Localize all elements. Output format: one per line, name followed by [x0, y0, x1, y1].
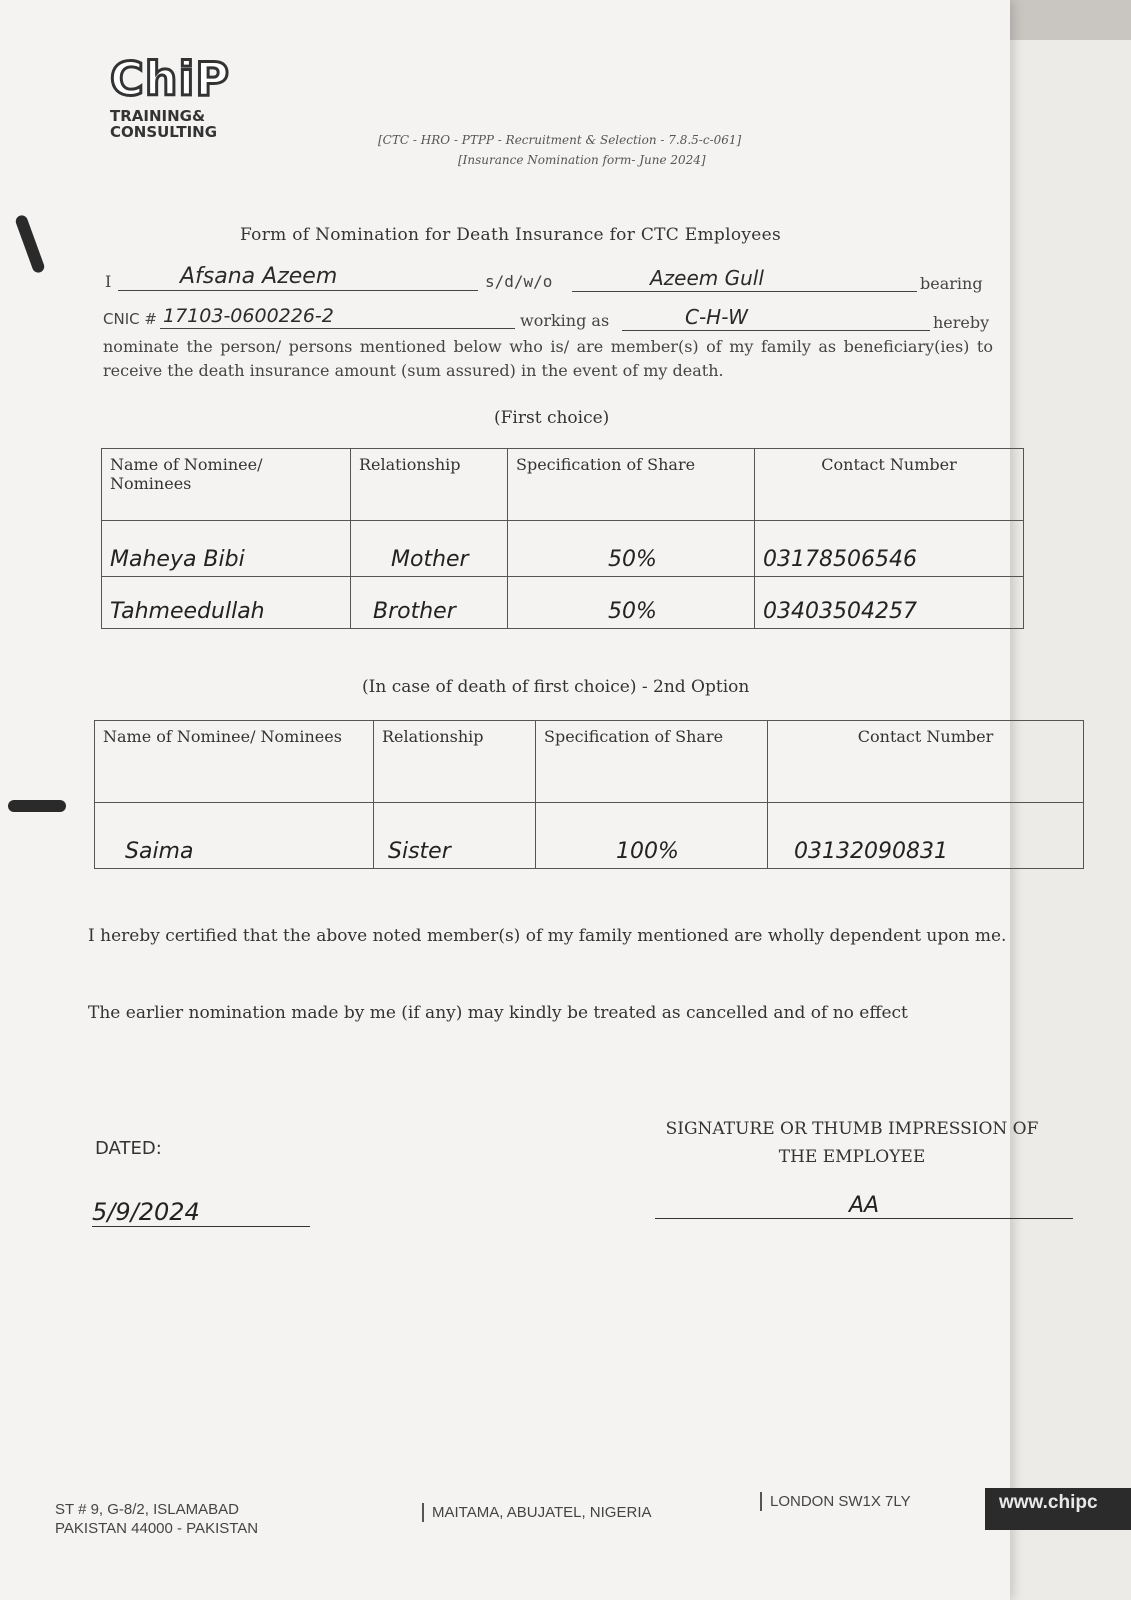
label-cnic: CNIC #: [103, 310, 157, 328]
first-choice-table: [101, 448, 1024, 629]
footer-address-nigeria: MAITAMA, ABUJATEL, NIGERIA: [422, 1503, 652, 1522]
form-reference: [CTC - HRO - PTPP - Recruitment & Selection - 7.8.5-c-061] [Insurance Nomination form- June 2024]: [378, 133, 742, 167]
nominee-contact: 03132090831: [768, 803, 1084, 869]
table-header-row: [102, 449, 1024, 521]
employee-signature: AA: [655, 1193, 1073, 1219]
nominee-share: 100%: [536, 803, 768, 869]
label-relation: s/d/w/o: [485, 272, 553, 291]
dated-value: 5/9/2024: [92, 1198, 310, 1227]
nominee-relationship: Sister: [374, 803, 536, 869]
nominee-share: 50%: [508, 577, 755, 629]
table-row: [95, 803, 1084, 869]
label-hereby: hereby: [933, 313, 990, 332]
table-row: [102, 577, 1024, 629]
second-option-heading: (In case of death of first choice) - 2nd Option: [362, 677, 750, 697]
signature-label: SIGNATURE OR THUMB IMPRESSION OF THE EMPLOYEE: [665, 1119, 1039, 1167]
header-relationship: Relationship: [374, 721, 536, 803]
footer-address-uk: LONDON SW1X 7LY: [760, 1492, 911, 1511]
company-logo: ChiP: [110, 52, 230, 106]
header-name: Name of Nominee/ Nominees: [95, 721, 374, 803]
nominee-contact: 03403504257: [755, 577, 1024, 629]
nomination-declaration: nominate the person/ persons mentioned below who is/ are member(s) of my family as beneficiary(ies) to receive the death insurance amount (sum assured) in the event of my death.: [103, 337, 993, 380]
footer-website: www.chipc: [985, 1488, 1131, 1530]
binder-clip: [8, 800, 66, 812]
footer-address-pakistan: ST # 9, G-8/2, ISLAMABAD PAKISTAN 44000 - PAKISTAN: [55, 1501, 259, 1537]
company-logo-subtitle: TRAINING& CONSULTING: [110, 107, 218, 141]
header-relationship: Relationship: [351, 449, 508, 521]
nominee-name: Saima: [95, 803, 374, 869]
header-share: Specification of Share: [508, 449, 755, 521]
header-contact: Contact Number: [755, 449, 1024, 521]
table-header-row: [95, 721, 1084, 803]
nominee-name: Tahmeedullah: [102, 577, 351, 629]
employee-name: Afsana Azeem: [180, 264, 338, 289]
label-i: I: [105, 272, 112, 291]
binder-clip: [14, 214, 46, 274]
cnic-number: 17103-0600226-2: [163, 305, 334, 327]
nominee-relationship: Mother: [351, 521, 508, 577]
dated-label: DATED:: [95, 1138, 162, 1159]
nominee-share: 50%: [508, 521, 755, 577]
nominee-name: Maheya Bibi: [102, 521, 351, 577]
nominee-contact: 03178506546: [755, 521, 1024, 577]
nominee-relationship: Brother: [351, 577, 508, 629]
table-row: [102, 521, 1024, 577]
cancellation-note: The earlier nomination made by me (if any) may kindly be treated as cancelled and of no effect: [88, 1003, 908, 1023]
first-choice-heading: (First choice): [494, 408, 610, 428]
header-contact: Contact Number: [768, 721, 1084, 803]
header-name: Name of Nominee/ Nominees: [102, 449, 351, 521]
relation-name: Azeem Gull: [650, 266, 764, 290]
dependency-certification: I hereby certified that the above noted member(s) of my family mentioned are wholly dependent upon me.: [88, 926, 1007, 946]
employee-position: C-H-W: [685, 305, 748, 329]
label-working-as: working as: [520, 311, 610, 330]
header-share: Specification of Share: [536, 721, 768, 803]
second-option-table: [94, 720, 1084, 869]
label-bearing: bearing: [920, 274, 983, 293]
form-title: Form of Nomination for Death Insurance for CTC Employees: [240, 225, 782, 245]
